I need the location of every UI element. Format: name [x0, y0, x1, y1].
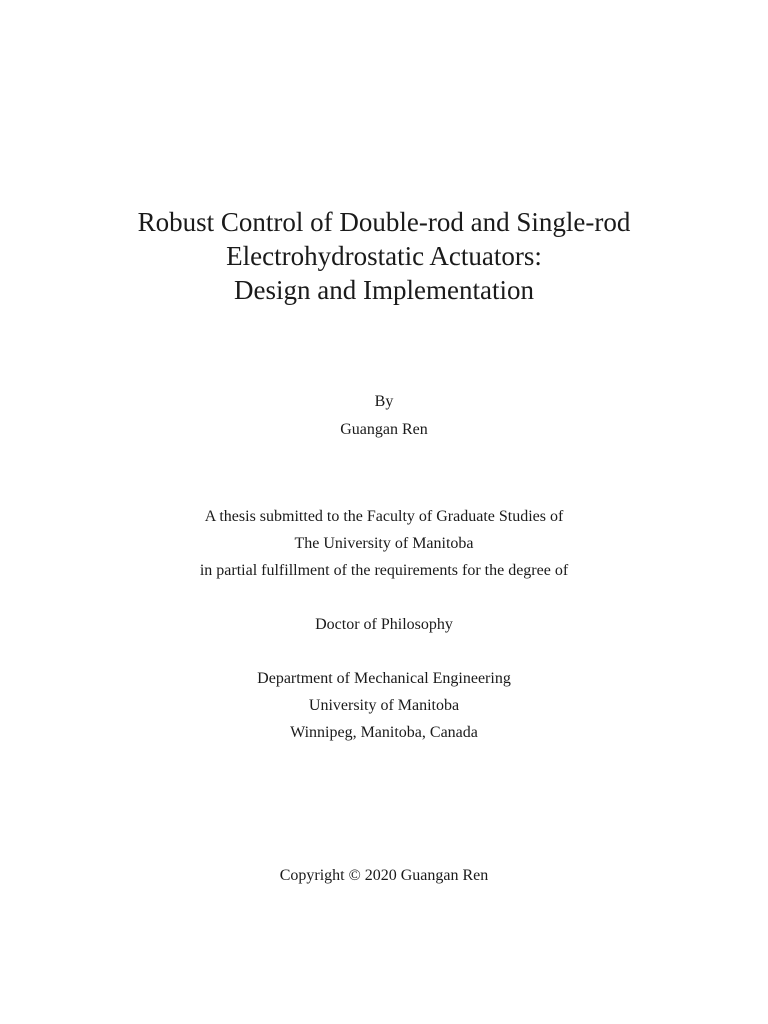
thesis-title-line-1: Robust Control of Double-rod and Single-rod	[137, 207, 631, 237]
university-name: University of Manitoba	[308, 697, 460, 714]
submission-statement-line-3: in partial fulfillment of the requirements for the degree of	[199, 562, 569, 579]
submission-statement-line-1: A thesis submitted to the Faculty of Graduate Studies of	[204, 508, 564, 525]
by-label: By	[374, 393, 394, 410]
submission-statement-line-2: The University of Manitoba	[294, 535, 474, 552]
author-name: Guangan Ren	[340, 421, 428, 438]
department-name: Department of Mechanical Engineering	[257, 670, 511, 687]
thesis-title-line-3: Design and Implementation	[234, 275, 534, 305]
copyright-notice: Copyright © 2020 Guangan Ren	[279, 867, 489, 884]
thesis-title-line-2: Electrohydrostatic Actuators:	[226, 241, 542, 271]
degree-name: Doctor of Philosophy	[315, 616, 453, 633]
location: Winnipeg, Manitoba, Canada	[290, 724, 478, 741]
